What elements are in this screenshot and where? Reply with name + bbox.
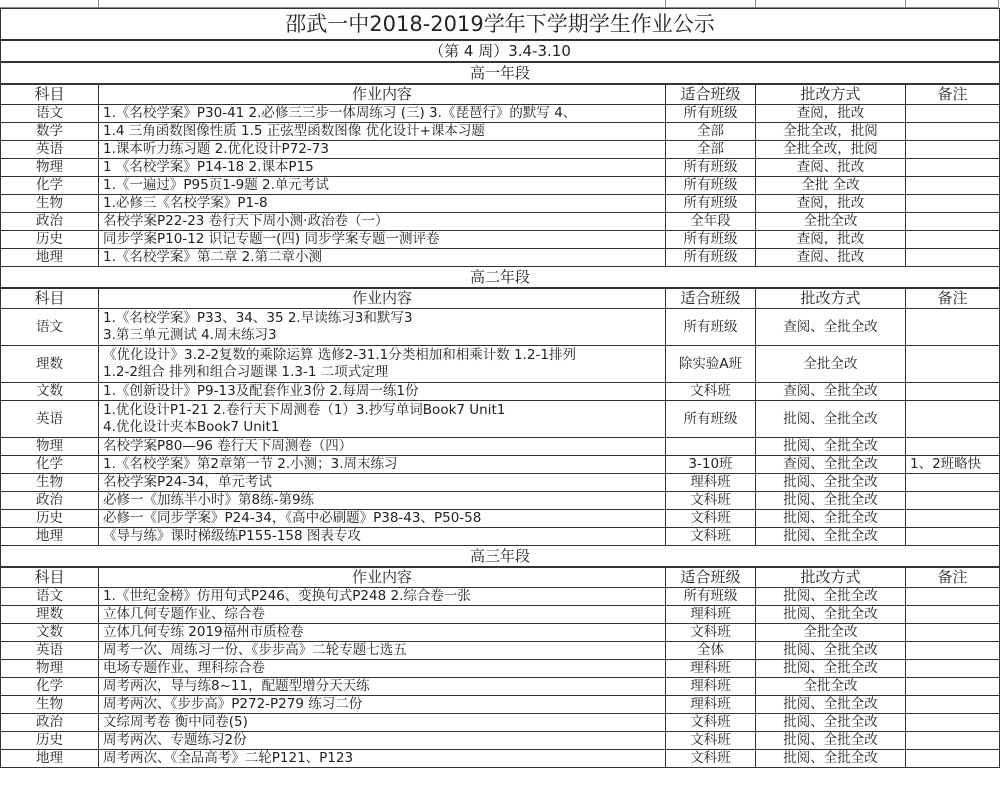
method-cell: 批阅、全批全改: [756, 528, 906, 546]
header-notes: 备注: [906, 288, 1000, 309]
method-cell: 批阅、全批全改: [756, 660, 906, 678]
method-cell: 批阅、全批全改: [756, 438, 906, 456]
header-notes: 备注: [906, 567, 1000, 588]
homework-table: [0, 8, 1000, 768]
method-cell: 全批全改，批阅: [756, 123, 906, 141]
notes-cell: [906, 438, 1000, 456]
content-cell: 1.4 三角函数图像性质 1.5 正弦型函数图像 优化设计+课本习题: [99, 123, 666, 141]
table-row: [1, 249, 1000, 267]
classes-cell: 所有班级: [666, 195, 756, 213]
classes-cell: 理科班: [666, 606, 756, 624]
classes-cell: 文科班: [666, 492, 756, 510]
notes-cell: [906, 249, 1000, 267]
classes-cell: 理科班: [666, 678, 756, 696]
grade-section-title: 高二年段: [1, 267, 1000, 289]
content-cell: 1.《名校学案》P30-41 2.必修三三步一体周练习 (三) 3.《琵琶行》的默写 4、: [99, 105, 666, 123]
notes-cell: [906, 624, 1000, 642]
subject-cell: 物理: [1, 438, 99, 456]
classes-cell: 所有班级: [666, 105, 756, 123]
subject-cell: 化学: [1, 456, 99, 474]
header-method: 批改方式: [756, 567, 906, 588]
table-row: [1, 588, 1000, 606]
content-cell: 文综周考卷 衡中同卷(5): [99, 714, 666, 732]
header-subject: 科目: [1, 288, 99, 309]
notes-cell: [906, 123, 1000, 141]
classes-cell: 文科班: [666, 510, 756, 528]
classes-cell: 全体: [666, 642, 756, 660]
header-subject: 科目: [1, 84, 99, 105]
notes-cell: [906, 231, 1000, 249]
content-cell: 1.《名校学案》P33、34、35 2.早读练习3和默写3 3.第三单元测试 4.周末练习3: [99, 309, 666, 346]
classes-cell: 全部: [666, 123, 756, 141]
table-row: [1, 732, 1000, 750]
subject-cell: 物理: [1, 660, 99, 678]
classes-cell: [666, 438, 756, 456]
notes-cell: 1、2班略快: [906, 456, 1000, 474]
classes-cell: 除实验A班: [666, 346, 756, 383]
subject-cell: 英语: [1, 642, 99, 660]
classes-cell: 所有班级: [666, 249, 756, 267]
table-row: [1, 660, 1000, 678]
method-cell: 全批 全改: [756, 177, 906, 195]
subject-cell: 化学: [1, 177, 99, 195]
method-cell: 查阅、全批全改: [756, 383, 906, 401]
method-cell: 全批全改，批阅: [756, 141, 906, 159]
content-cell: 电场专题作业、理科综合卷: [99, 660, 666, 678]
notes-cell: [906, 309, 1000, 346]
table-row: [1, 696, 1000, 714]
notes-cell: [906, 642, 1000, 660]
subject-cell: 生物: [1, 474, 99, 492]
subject-cell: 物理: [1, 159, 99, 177]
notes-cell: [906, 383, 1000, 401]
table-row: [1, 141, 1000, 159]
notes-cell: [906, 588, 1000, 606]
subject-cell: 英语: [1, 401, 99, 438]
notes-cell: [906, 660, 1000, 678]
notes-cell: [906, 401, 1000, 438]
subject-cell: 政治: [1, 714, 99, 732]
table-row: [1, 714, 1000, 732]
table-row: [1, 492, 1000, 510]
table-row: [1, 606, 1000, 624]
classes-cell: 所有班级: [666, 159, 756, 177]
classes-cell: 文科班: [666, 624, 756, 642]
content-cell: 周考一次、周练习一份、《步步高》二轮专题七选五: [99, 642, 666, 660]
method-cell: 查阅、全批全改: [756, 456, 906, 474]
method-cell: 全批全改: [756, 678, 906, 696]
method-cell: 查阅，批改: [756, 195, 906, 213]
table-row: [1, 177, 1000, 195]
content-cell: 周考两次、专题练习2份: [99, 732, 666, 750]
table-row: [1, 438, 1000, 456]
notes-cell: [906, 678, 1000, 696]
classes-cell: 所有班级: [666, 309, 756, 346]
table-row: [1, 642, 1000, 660]
header-classes: 适合班级: [666, 84, 756, 105]
classes-cell: 3-10班: [666, 456, 756, 474]
content-cell: 同步学案P10-12 识记专题一(四) 同步学案专题一测评卷: [99, 231, 666, 249]
content-cell: 《导与练》课时梯级练P155-158 图表专攻: [99, 528, 666, 546]
notes-cell: [906, 177, 1000, 195]
method-cell: 批阅、全批全改: [756, 510, 906, 528]
content-cell: 名校学案P22-23 卷行天下周小测·政治卷（一）: [99, 213, 666, 231]
table-row: [1, 510, 1000, 528]
method-cell: 批阅、全批全改: [756, 606, 906, 624]
method-cell: 批阅、全批全改: [756, 474, 906, 492]
page-title: 邵武一中2018-2019学年下学期学生作业公示: [1, 9, 1000, 41]
header-content: 作业内容: [99, 288, 666, 309]
classes-cell: 理科班: [666, 660, 756, 678]
notes-cell: [906, 750, 1000, 768]
content-cell: 周考两次、《全品高考》二轮P121、P123: [99, 750, 666, 768]
table-row: [1, 624, 1000, 642]
method-cell: 批阅、全批全改: [756, 750, 906, 768]
classes-cell: 所有班级: [666, 231, 756, 249]
classes-cell: 文科班: [666, 750, 756, 768]
subject-cell: 历史: [1, 510, 99, 528]
method-cell: 批阅、全批全改: [756, 732, 906, 750]
content-cell: 立体几何专题作业、综合卷: [99, 606, 666, 624]
method-cell: 批阅、全批全改: [756, 401, 906, 438]
notes-cell: [906, 105, 1000, 123]
method-cell: 批阅、全批全改: [756, 588, 906, 606]
content-cell: 1 《名校学案》P14-18 2.课本P15: [99, 159, 666, 177]
method-cell: 全批全改: [756, 346, 906, 383]
content-cell: 1.《名校学案》第2章第一节 2.小测；3.周末练习: [99, 456, 666, 474]
classes-cell: 文科班: [666, 528, 756, 546]
method-cell: 全批全改: [756, 213, 906, 231]
classes-cell: 文科班: [666, 732, 756, 750]
notes-cell: [906, 159, 1000, 177]
notes-cell: [906, 474, 1000, 492]
notes-cell: [906, 141, 1000, 159]
table-row: [1, 474, 1000, 492]
classes-cell: 所有班级: [666, 588, 756, 606]
week-range: （第 4 周）3.4-3.10: [1, 40, 1000, 62]
notes-cell: [906, 510, 1000, 528]
method-cell: 批阅、全批全改: [756, 714, 906, 732]
notes-cell: [906, 606, 1000, 624]
notes-cell: [906, 492, 1000, 510]
subject-cell: 语文: [1, 105, 99, 123]
subject-cell: 地理: [1, 528, 99, 546]
method-cell: 查阅、批改: [756, 249, 906, 267]
method-cell: 批阅、全批全改: [756, 492, 906, 510]
notes-cell: [906, 696, 1000, 714]
classes-cell: 理科班: [666, 696, 756, 714]
header-notes: 备注: [906, 84, 1000, 105]
content-cell: 名校学案P24-34，单元考试: [99, 474, 666, 492]
header-classes: 适合班级: [666, 567, 756, 588]
table-row: [1, 195, 1000, 213]
table-row: [1, 401, 1000, 438]
grade-section-title: 高一年段: [1, 62, 1000, 84]
content-cell: 1.课本听力练习题 2.优化设计P72-73: [99, 141, 666, 159]
method-cell: 查阅、批改: [756, 159, 906, 177]
classes-cell: 全部: [666, 141, 756, 159]
classes-cell: 文科班: [666, 383, 756, 401]
subject-cell: 政治: [1, 213, 99, 231]
header-method: 批改方式: [756, 84, 906, 105]
notes-cell: [906, 714, 1000, 732]
subject-cell: 化学: [1, 678, 99, 696]
subject-cell: 地理: [1, 750, 99, 768]
subject-cell: 语文: [1, 309, 99, 346]
table-row: [1, 383, 1000, 401]
subject-cell: 文数: [1, 383, 99, 401]
subject-cell: 理数: [1, 346, 99, 383]
table-row: [1, 309, 1000, 346]
table-row: [1, 678, 1000, 696]
subject-cell: 理数: [1, 606, 99, 624]
method-cell: 查阅、全批全改: [756, 309, 906, 346]
content-cell: 1.《世纪金榜》仿用句式P246、变换句式P248 2.综合卷一张: [99, 588, 666, 606]
previous-row-fragment: [0, 0, 999, 8]
table-row: [1, 750, 1000, 768]
content-cell: 立体几何专练 2019福州市质检卷: [99, 624, 666, 642]
content-cell: 周考两次、《步步高》P272-P279 练习二份: [99, 696, 666, 714]
table-row: [1, 105, 1000, 123]
subject-cell: 历史: [1, 732, 99, 750]
subject-cell: 语文: [1, 588, 99, 606]
header-subject: 科目: [1, 567, 99, 588]
content-cell: 必修一《同步学案》P24-34，《高中必刷题》P38-43、P50-58: [99, 510, 666, 528]
content-cell: 必修一《加练半小时》第8练-第9练: [99, 492, 666, 510]
table-row: [1, 231, 1000, 249]
method-cell: 查阅，批改: [756, 231, 906, 249]
classes-cell: 所有班级: [666, 177, 756, 195]
subject-cell: 生物: [1, 195, 99, 213]
classes-cell: 理科班: [666, 474, 756, 492]
table-row: [1, 123, 1000, 141]
subject-cell: 历史: [1, 231, 99, 249]
method-cell: 批阅、全批全改: [756, 642, 906, 660]
notes-cell: [906, 346, 1000, 383]
content-cell: 1.优化设计P1-21 2.卷行天下周测卷（1）3.抄写单词Book7 Unit1 4.优化设计夹本Book7 Unit1: [99, 401, 666, 438]
classes-cell: 所有班级: [666, 401, 756, 438]
content-cell: 名校学案P80—96 卷行天下周测卷（四）: [99, 438, 666, 456]
subject-cell: 数学: [1, 123, 99, 141]
table-row: [1, 528, 1000, 546]
content-cell: 周考两次，导与练8~11，配题型增分天天练: [99, 678, 666, 696]
method-cell: 全批全改: [756, 624, 906, 642]
content-cell: 《优化设计》3.2-2复数的乘除运算 选修2-31.1分类相加和相乘计数 1.2-1排列 1.2-2组合 排列和组合习题课 1.3-1 二项式定理: [99, 346, 666, 383]
method-cell: 批阅、全批全改: [756, 696, 906, 714]
table-row: [1, 346, 1000, 383]
table-row: [1, 456, 1000, 474]
method-cell: 查阅，批改: [756, 105, 906, 123]
header-classes: 适合班级: [666, 288, 756, 309]
header-content: 作业内容: [99, 84, 666, 105]
subject-cell: 生物: [1, 696, 99, 714]
header-content: 作业内容: [99, 567, 666, 588]
classes-cell: 文科班: [666, 714, 756, 732]
notes-cell: [906, 213, 1000, 231]
table-row: [1, 159, 1000, 177]
notes-cell: [906, 528, 1000, 546]
content-cell: 1.《名校学案》第二章 2.第二章小测: [99, 249, 666, 267]
subject-cell: 政治: [1, 492, 99, 510]
header-method: 批改方式: [756, 288, 906, 309]
grade-section-title: 高三年段: [1, 546, 1000, 568]
notes-cell: [906, 195, 1000, 213]
classes-cell: 全年段: [666, 213, 756, 231]
content-cell: 1.必修三《名校学案》P1-8: [99, 195, 666, 213]
content-cell: 1.《一遍过》P95页1-9题 2.单元考试: [99, 177, 666, 195]
content-cell: 1.《创新设计》P9-13及配套作业3份 2.每周一练1份: [99, 383, 666, 401]
notes-cell: [906, 732, 1000, 750]
subject-cell: 英语: [1, 141, 99, 159]
subject-cell: 文数: [1, 624, 99, 642]
subject-cell: 地理: [1, 249, 99, 267]
table-row: [1, 213, 1000, 231]
